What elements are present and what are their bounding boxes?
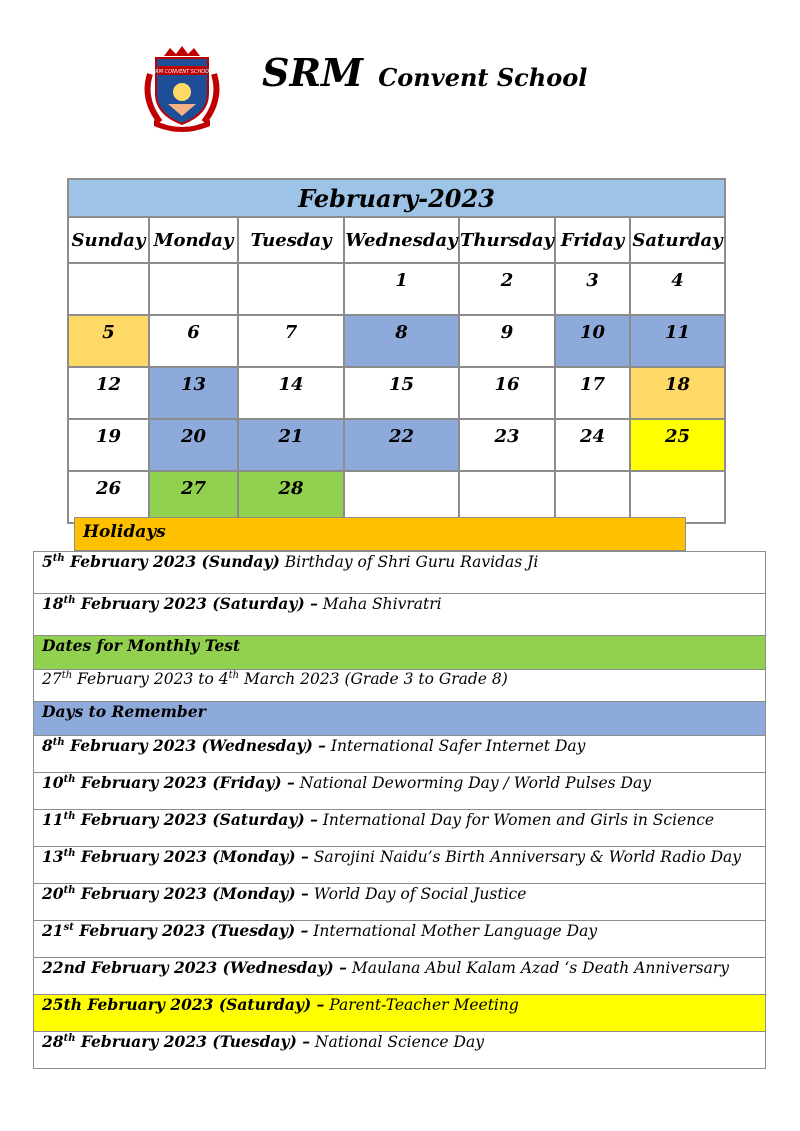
calendar-day: 3: [555, 263, 630, 315]
monthly-test-row: 27th February 2023 to 4th March 2023 (Grade 3 to Grade 8): [34, 670, 766, 702]
events-table: [33, 551, 766, 1069]
remember-row: 8th February 2023 (Wednesday) – International Safer Internet Day: [34, 736, 766, 773]
holiday-row: 5th February 2023 (Sunday) Birthday of Shri Guru Ravidas Ji: [34, 552, 766, 594]
holiday-row: 18th February 2023 (Saturday) – Maha Shivratri: [34, 594, 766, 636]
calendar-day: 4: [630, 263, 725, 315]
remember-row: 11th February 2023 (Saturday) – International Day for Women and Girls in Science: [34, 810, 766, 847]
calendar-day: [459, 471, 555, 523]
calendar-day: 17: [555, 367, 630, 419]
calendar-day-remember: 10: [555, 315, 630, 367]
calendar-day: 24: [555, 419, 630, 471]
calendar-day-remember: 11: [630, 315, 725, 367]
weekday-header: Friday: [555, 217, 630, 263]
calendar-day-remember: 20: [149, 419, 238, 471]
calendar-day: 12: [68, 367, 149, 419]
remember-row-ptm: 25th February 2023 (Saturday) – Parent-Teacher Meeting: [34, 995, 766, 1032]
calendar-day: 19: [68, 419, 149, 471]
calendar-day: 15: [344, 367, 459, 419]
weekday-header: Tuesday: [238, 217, 344, 263]
calendar-day: [149, 263, 238, 315]
calendar-day: 1: [344, 263, 459, 315]
remember-row: 28th February 2023 (Tuesday) – National Science Day: [34, 1032, 766, 1069]
calendar-day: [630, 471, 725, 523]
page-title: [262, 50, 587, 95]
calendar-day: 6: [149, 315, 238, 367]
calendar-month-title: February-2023: [68, 179, 725, 217]
calendar-day-test: 28: [238, 471, 344, 523]
weekday-header: Wednesday: [344, 217, 459, 263]
logo-text: SRM CONVENT SCHOOL: [152, 69, 212, 75]
remember-row: 13th February 2023 (Monday) – Sarojini Naidu’s Birth Anniversary & World Radio Day: [34, 847, 766, 884]
calendar-day: 26: [68, 471, 149, 523]
holidays-heading: Holidays: [74, 517, 686, 551]
calendar-day-remember: 8: [344, 315, 459, 367]
school-logo: [140, 44, 224, 132]
calendar-day-remember: 21: [238, 419, 344, 471]
calendar-day: 9: [459, 315, 555, 367]
remember-row: 10th February 2023 (Friday) – National Deworming Day / World Pulses Day: [34, 773, 766, 810]
calendar-day-ptm: 25: [630, 419, 725, 471]
calendar-day-remember: 13: [149, 367, 238, 419]
weekday-header: Monday: [149, 217, 238, 263]
calendar-day: 7: [238, 315, 344, 367]
remember-row: 20th February 2023 (Monday) – World Day of Social Justice: [34, 884, 766, 921]
calendar-day-holiday: 5: [68, 315, 149, 367]
calendar-day: 16: [459, 367, 555, 419]
calendar-day: [344, 471, 459, 523]
remember-row: 22nd February 2023 (Wednesday) – Maulana Abul Kalam Azad ‘s Death Anniversary: [34, 958, 766, 995]
monthly-test-heading: Dates for Monthly Test: [34, 636, 766, 670]
calendar-day: 14: [238, 367, 344, 419]
weekday-header: Sunday: [68, 217, 149, 263]
days-to-remember-heading: Days to Remember: [34, 702, 766, 736]
calendar-day: 23: [459, 419, 555, 471]
calendar-day: [68, 263, 149, 315]
calendar-table: [67, 178, 726, 524]
remember-row: 21st February 2023 (Tuesday) – International Mother Language Day: [34, 921, 766, 958]
calendar-day: [238, 263, 344, 315]
weekday-header: Thursday: [459, 217, 555, 263]
calendar-day-holiday: 18: [630, 367, 725, 419]
calendar-day-test: 27: [149, 471, 238, 523]
calendar-day: [555, 471, 630, 523]
weekday-header: Saturday: [630, 217, 725, 263]
calendar-day: 2: [459, 263, 555, 315]
title-rest: Convent School: [378, 63, 588, 92]
title-srm: SRM: [262, 50, 364, 95]
calendar-day-remember: 22: [344, 419, 459, 471]
